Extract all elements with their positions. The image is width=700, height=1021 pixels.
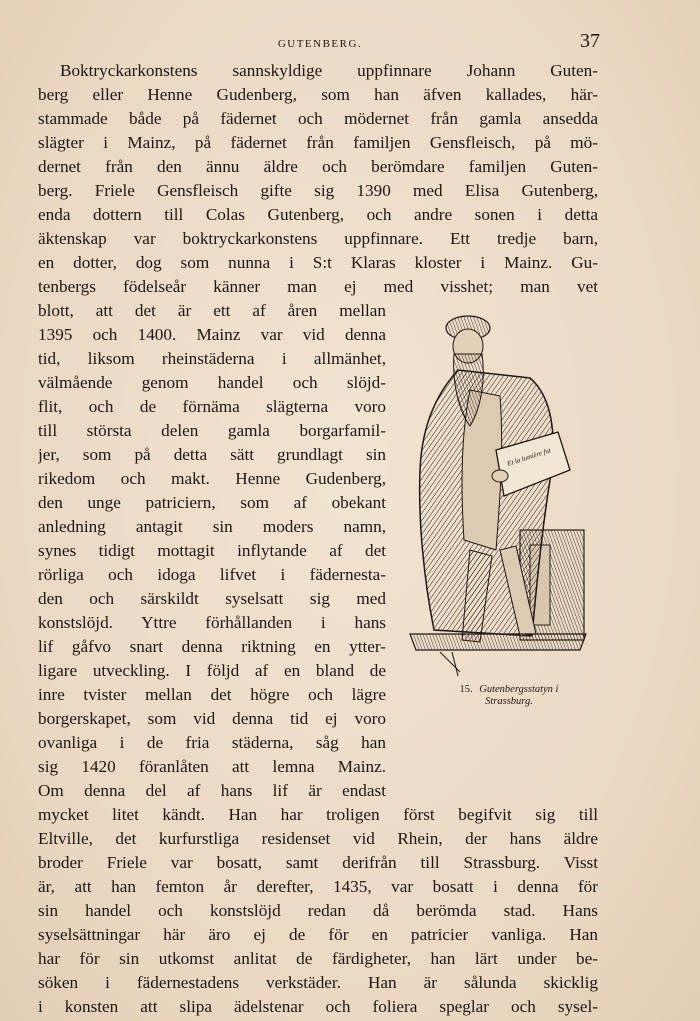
text-line: en dotter, dog som nunna i S:t Klaras kloster i Mainz. Gu- (38, 253, 598, 272)
text-line: är, att han femton år derefter, 1435, var bosatt i denna för (38, 877, 598, 896)
text-line: mycket litet kändt. Han har troligen först begifvit sig till (38, 805, 598, 824)
text-line: i konsten att slipa ädelstenar och foliera speglar och sysel- (38, 997, 598, 1016)
text-line: den unge patriciern, som af obekant (38, 493, 386, 512)
page-number: 37 (580, 30, 600, 52)
text-line: sin handel och konstslöjd redan då berömda stad. Hans (38, 901, 598, 920)
text-line: stammade både på fädernet och mödernet från gamla ansedda (38, 109, 598, 128)
text-line: ovanliga i de fria städerna, såg han (38, 733, 386, 752)
text-line: inre tvister mellan det högre och lägre (38, 685, 386, 704)
figure-caption (414, 684, 604, 708)
caption-line-1: Gutenbergsstatyn i (479, 684, 559, 695)
text-line: blott, att det är ett af åren mellan (38, 301, 386, 320)
text-line: Eltville, det kurfurstliga residenset vid Rhein, der hans äldre (38, 829, 598, 848)
text-line: sig 1420 föranlåten att lemna Mainz. (38, 757, 386, 776)
text-line: ligare utveckling. I följd af en bland de (38, 661, 386, 680)
text-line: välmående genom handel och slöjd- (38, 373, 386, 392)
caption-line-2: Strassburg. (485, 696, 533, 707)
text-line: enda dottern till Colas Gutenberg, och andre sonen i detta (38, 205, 598, 224)
text-line: syselsättningar här äro ej de för en patricier vanliga. Han (38, 925, 598, 944)
text-line: tid, liksom rheinstäderna i allmänhet, (38, 349, 386, 368)
text-line: synes tidigt mottagit inflytande af det (38, 541, 386, 560)
text-line: anledning antagit sin moders namn, (38, 517, 386, 536)
text-line: söken i fädernestadens verkstäder. Han är sålunda skicklig (38, 973, 598, 992)
text-line: lif gåfvo snart denna riktning en ytter- (38, 637, 386, 656)
text-line: dernet från den ännu äldre och berömdare familjen Guten- (38, 157, 598, 176)
text-line: rörliga och idoga lifvet i fädernesta- (38, 565, 386, 584)
statue-engraving-icon (400, 300, 596, 678)
text-line: tenbergs födelseår känner man ej med visshet; man vet (38, 277, 598, 296)
text-line: slägter i Mainz, på fädernet från familjen Gensfleisch, på mö- (38, 133, 598, 152)
text-line: berg. Friele Gensfleisch gifte sig 1390 med Elisa Gutenberg, (38, 181, 598, 200)
page-header (40, 30, 600, 54)
text-line: berg eller Henne Gudenberg, som han äfven kallades, här- (38, 85, 598, 104)
text-line: borgerskapet, som vid denna tid ej voro (38, 709, 386, 728)
text-line: konstslöjd. Yttre förhållanden i hans (38, 613, 386, 632)
text-line: Boktryckarkonstens sannskyldige uppfinnare Johann Guten- (60, 61, 598, 80)
running-title: GUTENBERG. (277, 38, 363, 50)
scroll-text: Et la lumière fut (506, 446, 552, 468)
text-line: flit, och de förnäma slägterna voro (38, 397, 386, 416)
text-line: äktenskap var boktryckarkonstens uppfinnare. Ett tredje barn, (38, 229, 598, 248)
gutenberg-statue-illustration (400, 300, 596, 678)
text-line: rikedom och makt. Henne Gudenberg, (38, 469, 386, 488)
text-line: till största delen gamla borgarfamil- (38, 421, 386, 440)
text-line: har för sin utkomst anlitat de färdigheter, han lärt under be- (38, 949, 598, 968)
text-line: broder Friele var bosatt, samt derifrån till Strassburg. Visst (38, 853, 598, 872)
figure-number: 15. (459, 684, 473, 695)
text-line: jer, som på detta sätt grundlagt sin (38, 445, 386, 464)
text-line: Om denna del af hans lif är endast (38, 781, 386, 800)
text-line: den och särskildt syselsatt sig med (38, 589, 386, 608)
text-line: 1395 och 1400. Mainz var vid denna (38, 325, 386, 344)
